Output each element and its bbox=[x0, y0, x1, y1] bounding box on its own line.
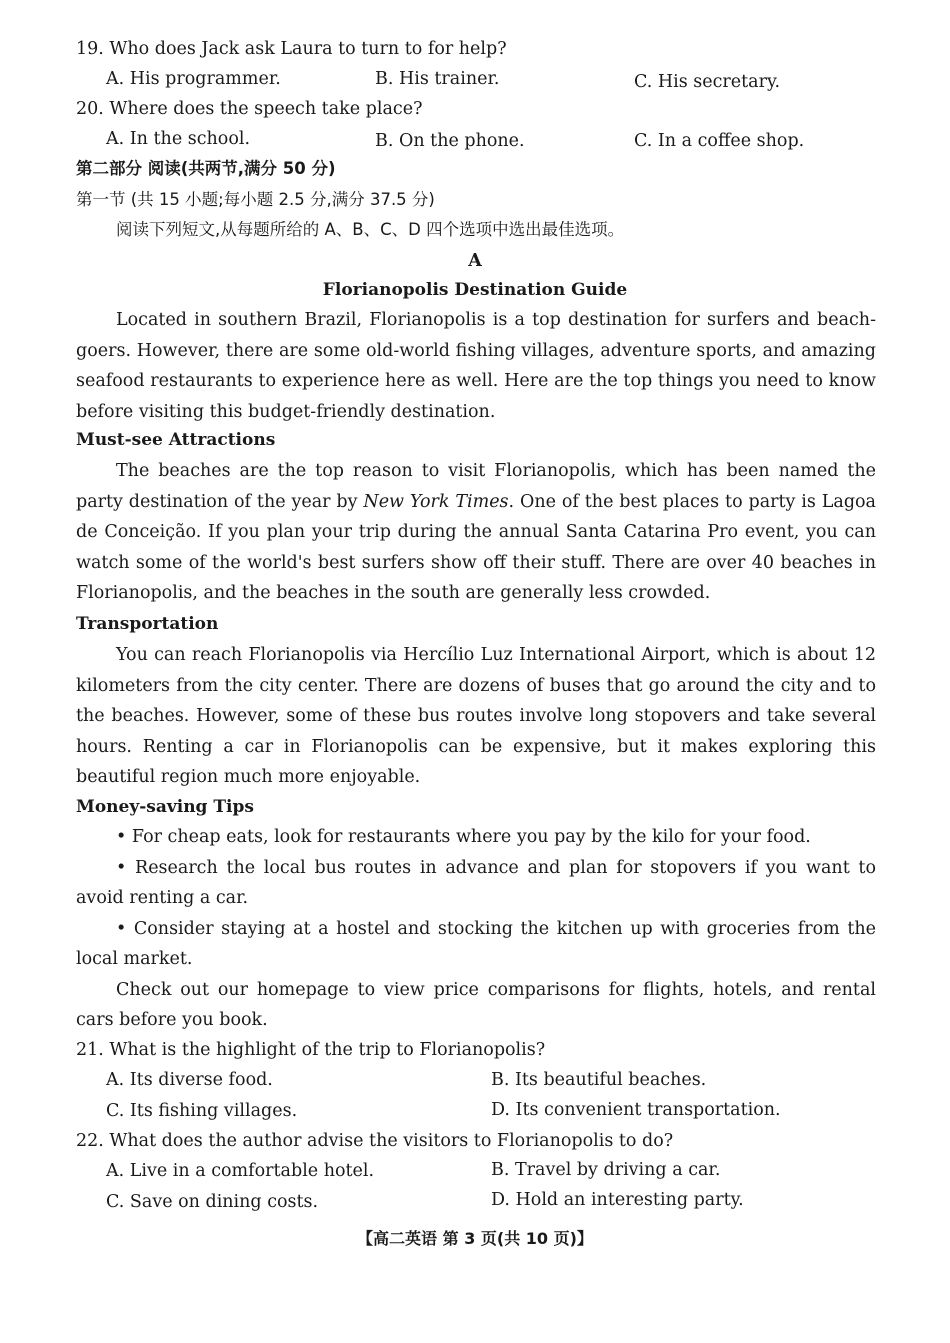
attractions-paragraph bbox=[76, 456, 876, 609]
reading-instruction: 阅读下列短文,从每题所给的 A、B、C、D 四个选项中选出最佳选项。 bbox=[116, 220, 625, 239]
attractions-heading: Must-see Attractions bbox=[76, 430, 276, 450]
attractions-section bbox=[76, 456, 876, 609]
question-22-stem: 22. What does the author advise the visitors to Florianopolis to do? bbox=[76, 1131, 674, 1151]
question-21-option-b: B. Its beautiful beaches. bbox=[491, 1070, 707, 1090]
question-19-option-b: B. His trainer. bbox=[375, 69, 500, 89]
closing-paragraph: Check out our homepage to view price comparisons for flights, hotels, and rental cars before you book. bbox=[76, 979, 876, 1030]
question-22-option-b: B. Travel by driving a car. bbox=[491, 1160, 721, 1180]
question-19-option-c: C. His secretary. bbox=[634, 72, 781, 92]
passage-title: Florianopolis Destination Guide bbox=[322, 280, 628, 300]
question-20-option-a: A. In the school. bbox=[106, 129, 251, 149]
page-footer: 【高二英语 第 3 页(共 10 页)】 bbox=[357, 1229, 593, 1248]
question-20-option-b: B. On the phone. bbox=[375, 131, 525, 151]
transport-heading: Transportation bbox=[76, 614, 219, 634]
question-21-option-a: A. Its diverse food. bbox=[106, 1070, 273, 1090]
intro-paragraph: Located in southern Brazil, Florianopolis is a top destination for surfers and beach-goers. However, there are some old-world fishing villages, adventure sports, and amazing seafood restaurants to experience here as well. Here are the top things you need to know before visiting this budget-friendly destination. bbox=[76, 310, 876, 422]
transport-paragraph: You can reach Florianopolis via Hercílio Luz International Airport, which is about 12 kilometers from the city center. There are dozens of buses that go around the city and to the beaches. However, some of these bus routes involve long stopovers and take several hours. Renting a car in Florianopolis can be expensive, but it makes exploring this beautiful region much more enjoyable. bbox=[76, 645, 876, 787]
attractions-text-part1: The beaches are the top reason to visit Florianopolis, which has been named the party destination of the year by bbox=[76, 461, 876, 512]
transport-section bbox=[76, 640, 876, 793]
passage-letter: A bbox=[468, 251, 482, 271]
question-19-option-a: A. His programmer. bbox=[106, 69, 281, 89]
tip-item: • Research the local bus routes in advance and plan for stopovers if you want to avoid renting a car. bbox=[76, 857, 876, 908]
tip-item: • For cheap eats, look for restaurants where you pay by the kilo for your food. bbox=[116, 827, 811, 847]
money-heading: Money-saving Tips bbox=[76, 797, 254, 817]
attractions-source: New York Times bbox=[363, 491, 509, 512]
tip-item: • Consider staying at a hostel and stocking the kitchen up with groceries from the local market. bbox=[76, 918, 876, 969]
question-19-stem: 19. Who does Jack ask Laura to turn to for help? bbox=[76, 39, 507, 59]
part-two-title: 第二部分 阅读(共两节,满分 50 分) bbox=[76, 159, 336, 178]
section-one-title: 第一节 (共 15 小题;每小题 2.5 分,满分 37.5 分) bbox=[76, 190, 435, 209]
question-21-stem: 21. What is the highlight of the trip to Florianopolis? bbox=[76, 1040, 546, 1060]
question-22-option-d: D. Hold an interesting party. bbox=[491, 1190, 744, 1210]
attractions-text-part2: . One of the best places to party is Lagoa de Conceição. If you plan your trip during the annual Santa Catarina Pro event, you can watch some of the world's best surfers show off their stuff. There are over 40 beaches in Florianopolis, and the beaches in the south are generally less crowded. bbox=[76, 491, 876, 603]
question-22-option-c: C. Save on dining costs. bbox=[106, 1192, 319, 1212]
question-20-option-c: C. In a coffee shop. bbox=[634, 131, 805, 151]
tips-section bbox=[76, 822, 876, 1036]
question-21-option-d: D. Its convenient transportation. bbox=[491, 1100, 781, 1120]
question-21-option-c: C. Its fishing villages. bbox=[106, 1101, 298, 1121]
question-20-stem: 20. Where does the speech take place? bbox=[76, 99, 423, 119]
question-22-option-a: A. Live in a comfortable hotel. bbox=[106, 1161, 375, 1181]
passage-intro bbox=[76, 305, 876, 427]
